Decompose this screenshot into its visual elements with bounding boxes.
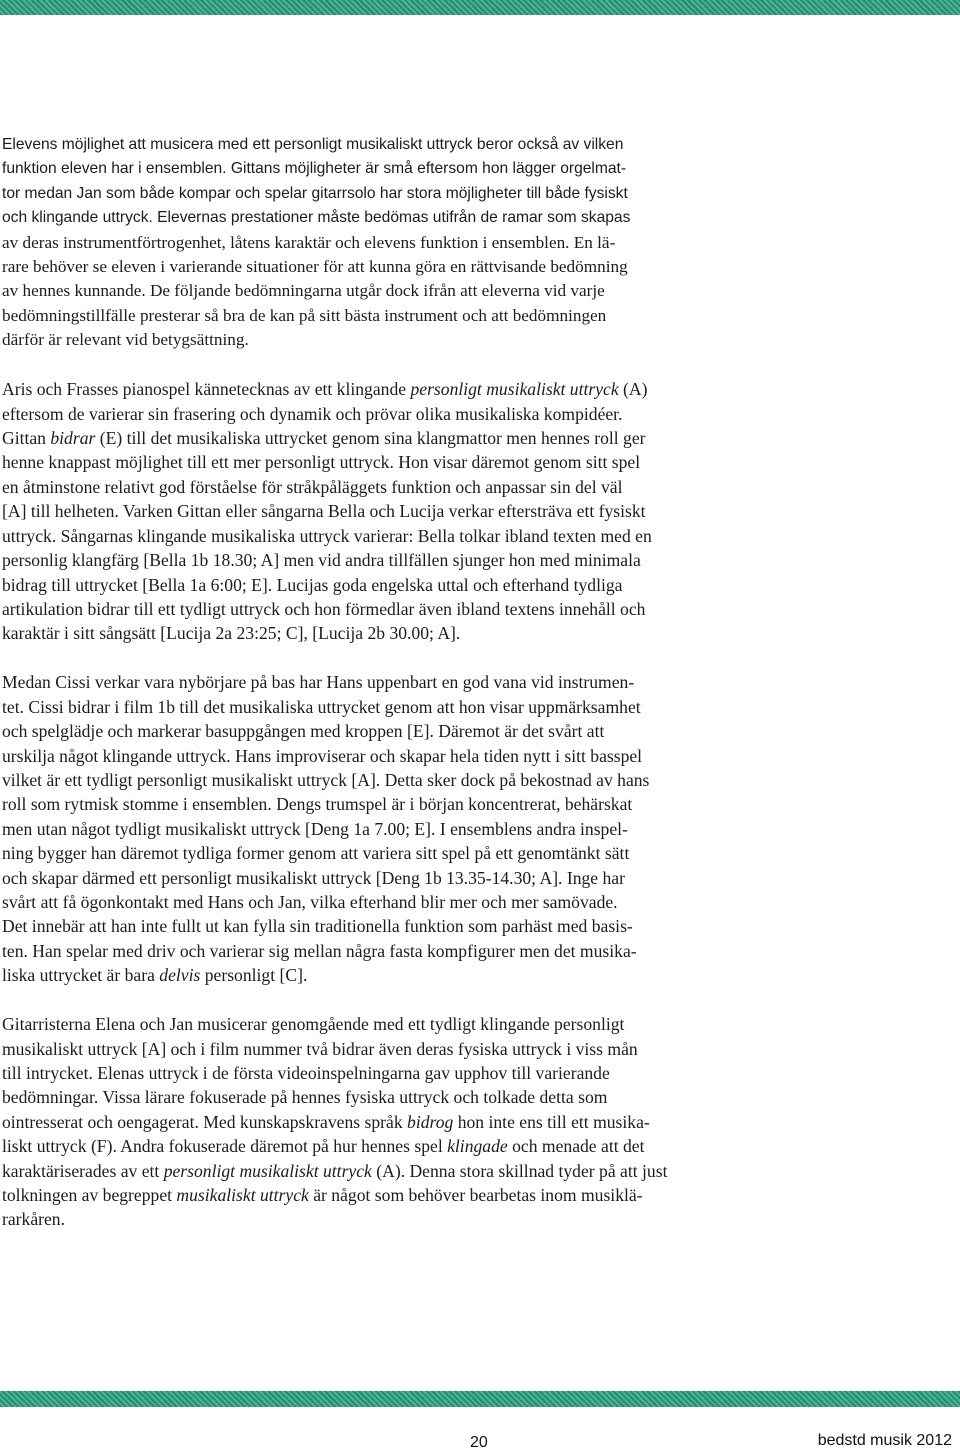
- text-segment: bedömningstillfälle presterar så bra de kan på sitt bästa instrument och att bedömningen: [2, 305, 607, 325]
- paragraph: [2, 377, 942, 645]
- text-line: [2, 817, 942, 841]
- italic-term: klingade: [447, 1136, 508, 1157]
- text-segment: tet. Cissi bidrar i film 1b till det musikaliska uttrycket genom att hon visar uppmärksamhet: [2, 696, 641, 717]
- text-line: [2, 573, 942, 597]
- text-line: [2, 1061, 942, 1085]
- text-line: [2, 1207, 942, 1231]
- text-line: [2, 939, 942, 963]
- text-segment: vilket är ett tydligt personligt musikaliskt uttryck [A]. Detta sker dock på bekostnad av hans: [2, 769, 650, 790]
- text-segment: karaktäriserades av ett: [2, 1160, 164, 1181]
- text-segment: svårt att få ögonkontakt med Hans och Jan, vilka efterhand blir mer och mer samövade.: [2, 891, 618, 912]
- text-line: [2, 231, 942, 255]
- text-line: [2, 157, 942, 181]
- italic-term: personligt musikaliskt uttryck: [163, 1160, 372, 1181]
- text-line: [2, 963, 942, 987]
- text-line: [2, 841, 942, 865]
- text-segment: är något som behöver bearbetas inom musiklä-: [308, 1185, 643, 1206]
- text-line: [2, 524, 942, 548]
- text-segment: Aris och Frasses pianospel kännetecknas av ett klingande: [2, 379, 411, 400]
- text-line: [2, 1085, 942, 1109]
- text-segment: liskt uttryck (F). Andra fokuserade däremot på hur hennes spel: [2, 1136, 448, 1157]
- text-segment: men utan något tydligt musikaliskt uttryck [Deng 1a 7.00; E]. I ensemblens andra inspel-: [2, 818, 628, 839]
- text-segment: och skapar därmed ett personligt musikaliskt uttryck [Deng 1b 13.35-14.30; A]. Inge har: [2, 867, 625, 888]
- text-line: [2, 1037, 942, 1061]
- footer-label: bedstd musik 2012: [817, 1432, 952, 1449]
- text-line: [2, 328, 942, 352]
- text-segment: rarkåren.: [2, 1209, 65, 1230]
- text-segment: och klingande uttryck. Elevernas prestationer måste bedömas utifrån de ramar som skapas: [2, 209, 631, 227]
- text-segment: (A): [618, 379, 648, 400]
- text-line: [2, 621, 942, 645]
- paragraph: [2, 133, 942, 353]
- text-line: [2, 719, 942, 743]
- italic-term: bidrar: [50, 428, 96, 449]
- text-segment: Medan Cissi verkar vara nybörjare på bas har Hans uppenbart en god vana vid instrumen-: [2, 672, 635, 693]
- text-line: [2, 450, 942, 474]
- text-segment: av hennes kunnande. De följande bedömningarna utgår dock ifrån att eleverna vid varje: [2, 281, 605, 301]
- text-segment: urskilja något klingande uttryck. Hans improviserar och skapar hela tiden nytt i sitt basspel: [2, 745, 643, 766]
- text-segment: Gittan: [2, 428, 51, 449]
- text-segment: karaktär i sitt sångsätt [Lucija 2a 23:25; C], [Lucija 2b 30.00; A].: [2, 623, 461, 644]
- paragraph: [2, 1012, 942, 1232]
- text-segment: funktion eleven har i ensemblen. Gittans möjligheter är små eftersom hon lägger orgelmat-: [2, 160, 627, 178]
- text-segment: personligt [C].: [200, 965, 308, 986]
- text-segment: därför är relevant vid betygsättning.: [2, 330, 249, 350]
- text-line: [2, 1159, 942, 1183]
- top-decorative-band: [0, 0, 960, 15]
- text-segment: av deras instrumentförtrogenhet, låtens karaktär och elevens funktion i ensemblen. En lä-: [2, 232, 616, 252]
- text-segment: tolkningen av begreppet: [2, 1185, 177, 1206]
- body-text: [2, 133, 942, 1256]
- text-segment: till intrycket. Elenas uttryck i de första videoinspelningarna gav upphov till varierande: [2, 1063, 610, 1083]
- text-segment: bedömningar. Vissa lärare fokuserade på hennes fysiska uttryck och tolkade detta som: [2, 1087, 608, 1108]
- italic-term: bidrog: [407, 1111, 454, 1132]
- text-line: [2, 426, 942, 450]
- text-line: [2, 914, 942, 938]
- text-line: [2, 279, 942, 303]
- text-segment: liska uttrycket är bara: [2, 965, 160, 986]
- text-line: [2, 695, 942, 719]
- text-segment: uttryck. Sångarnas klingande musikaliska uttryck varierar: Bella tolkar ibland texten med en: [2, 525, 652, 546]
- text-segment: en åtminstone relativt god förståelse för stråkpåläggets funktion och anpassar sin del väl: [2, 476, 623, 497]
- text-line: [2, 890, 942, 914]
- text-segment: henne knappast möjlighet till ett mer personligt uttryck. Hon visar däremot genom sitt spel: [2, 452, 641, 473]
- text-segment: roll som rytmisk stomme i ensemblen. Dengs trumspel är i början koncentrerat, behärskat: [2, 794, 633, 815]
- text-line: [2, 475, 942, 499]
- text-segment: och spelglädje och markerar basuppgången med kroppen [E]. Däremot är det svårt att: [2, 721, 605, 742]
- text-line: [2, 499, 942, 523]
- text-segment: ning bygger han däremot tydliga former genom att variera sitt spel på ett genomtänkt sätt: [2, 843, 630, 864]
- text-segment: [A] till helheten. Varken Gittan eller sångarna Bella och Lucija verkar eftersträva ett fysiskt: [2, 501, 646, 522]
- text-line: [2, 1110, 942, 1134]
- paragraph: [2, 670, 942, 987]
- text-segment: bidrag till uttrycket [Bella 1a 6:00; E]. Lucijas goda engelska uttal och efterhand tydliga: [2, 574, 623, 595]
- text-line: [2, 377, 942, 401]
- text-segment: artikulation bidrar till ett tydligt uttryck och hon förmedlar även ibland textens innehåll och: [2, 598, 646, 619]
- italic-term: personligt musikaliskt uttryck: [410, 379, 619, 400]
- text-line: [2, 768, 942, 792]
- text-line: [2, 744, 942, 768]
- text-segment: musikaliskt uttryck [A] och i film nummer två bidrar även deras fysiska uttryck i viss mån: [2, 1038, 638, 1059]
- text-line: [2, 206, 942, 230]
- text-segment: personlig klangfärg [Bella 1b 18.30; A] men vid andra tillfällen sjunger hon med minimala: [2, 550, 641, 571]
- text-segment: eftersom de varierar sin frasering och dynamik och prövar olika musikaliska kompidéer.: [2, 403, 623, 424]
- text-segment: ten. Han spelar med driv och varierar sig mellan några fasta kompfigurer men det musika-: [2, 940, 637, 961]
- text-line: [2, 1183, 942, 1207]
- text-segment: (E) till det musikaliska uttrycket genom sina klangmattor men hennes roll ger: [95, 428, 646, 449]
- text-line: [2, 1134, 942, 1158]
- text-segment: hon inte ens till ett musika-: [453, 1111, 650, 1132]
- text-line: [2, 1012, 942, 1036]
- text-segment: Det innebär att han inte fullt ut kan fylla sin traditionella funktion som parhäst med basis-: [2, 916, 633, 937]
- text-line: [2, 866, 942, 890]
- text-segment: Elevens möjlighet att musicera med ett personligt musikaliskt uttryck beror också av vilken: [2, 136, 624, 153]
- text-segment: ointresserat och oengagerat. Med kunskapskravens språk: [2, 1111, 408, 1132]
- text-line: [2, 670, 942, 694]
- text-line: [2, 133, 942, 157]
- text-line: [2, 304, 942, 328]
- text-segment: Gitarristerna Elena och Jan musicerar genomgående med ett tydligt klingande personligt: [2, 1014, 625, 1035]
- text-line: [2, 255, 942, 279]
- text-line: [2, 548, 942, 572]
- page-number: 20: [470, 1434, 488, 1451]
- text-segment: (A). Denna stora skillnad tyder på att just: [371, 1160, 668, 1181]
- bottom-decorative-band: [0, 1391, 960, 1407]
- text-segment: rare behöver se eleven i varierande situationer för att kunna göra en rättvisande bedömning: [2, 257, 628, 277]
- text-line: [2, 597, 942, 621]
- italic-term: delvis: [159, 965, 201, 986]
- text-line: [2, 182, 942, 206]
- italic-term: musikaliskt uttryck: [176, 1185, 309, 1206]
- text-line: [2, 402, 942, 426]
- text-line: [2, 792, 942, 816]
- text-segment: tor medan Jan som både kompar och spelar gitarrsolo har stora möjligheter till både fysiskt: [2, 184, 628, 202]
- text-segment: och menade att det: [507, 1136, 645, 1157]
